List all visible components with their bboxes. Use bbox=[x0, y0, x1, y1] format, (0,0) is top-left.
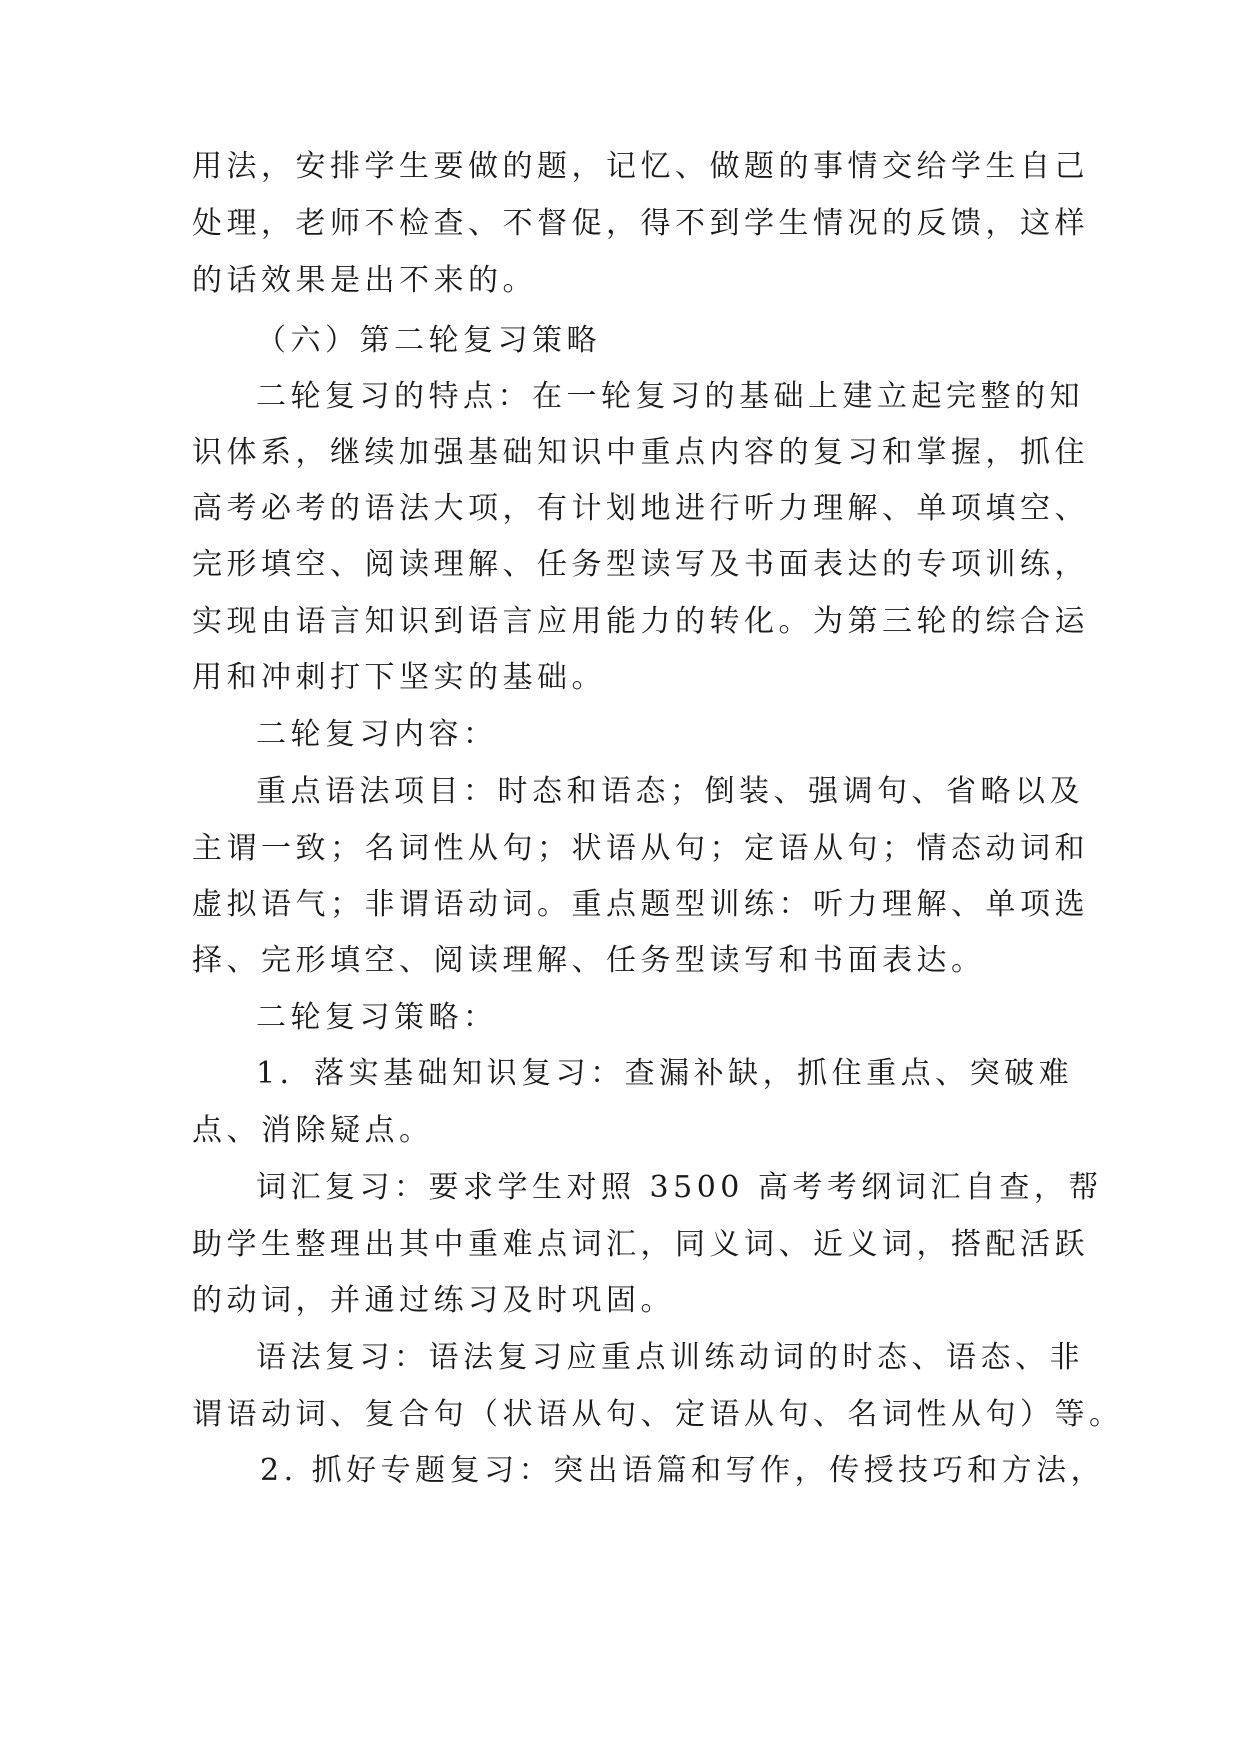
paragraph-line-9: 实现由语言知识到语言应用能力的转化。为第三轮的综合运 bbox=[192, 604, 1089, 639]
paragraph-line-17: 1．落实基础知识复习：查漏补缺，抓住重点、突破难 bbox=[256, 1056, 1074, 1091]
paragraph-line-20: 助学生整理出其中重难点词汇，同义词、近义词，搭配活跃 bbox=[192, 1227, 1089, 1262]
paragraph-line-24: 2. 抓好专题复习：突出语篇和写作，传授技巧和方法， bbox=[260, 1453, 1106, 1488]
paragraph-line-18: 点、消除疑点。 bbox=[192, 1113, 434, 1148]
paragraph-line-6: 识体系，继续加强基础知识中重点内容的复习和掌握，抓住 bbox=[192, 435, 1089, 470]
paragraph-line-8: 完形填空、阅读理解、任务型读写及书面表达的专项训练， bbox=[192, 547, 1089, 582]
paragraph-line-3: 的话效果是出不来的。 bbox=[192, 263, 537, 298]
paragraph-line-15: 择、完形填空、阅读理解、任务型读写和书面表达。 bbox=[192, 943, 986, 978]
paragraph-line-2: 处理，老师不检查、不督促，得不到学生情况的反馈，这样 bbox=[192, 206, 1089, 241]
paragraph-line-22: 语法复习：语法复习应重点训练动词的时态、语态、非 bbox=[256, 1340, 1084, 1375]
paragraph-line-7: 高考必考的语法大项，有计划地进行听力理解、单项填空、 bbox=[192, 491, 1089, 526]
paragraph-line-21: 的动词，并通过练习及时巩固。 bbox=[192, 1283, 675, 1318]
paragraph-line-14: 虚拟语气；非谓语动词。重点题型训练：听力理解、单项选 bbox=[192, 887, 1089, 922]
paragraph-line-19: 词汇复习：要求学生对照 3500 高考考纲词汇自查，帮 bbox=[256, 1170, 1103, 1205]
paragraph-line-13: 主谓一致；名词性从句；状语从句；定语从句；情态动词和 bbox=[192, 831, 1089, 866]
paragraph-line-23: 谓语动词、复合句（状语从句、定语从句、名词性从句）等。 bbox=[192, 1397, 1124, 1432]
paragraph-line-1: 用法，安排学生要做的题，记忆、做题的事情交给学生自己 bbox=[192, 149, 1089, 184]
section-heading: （六）第二轮复习策略 bbox=[256, 323, 601, 358]
subheading-content: 二轮复习内容： bbox=[256, 717, 498, 752]
paragraph-line-5: 二轮复习的特点：在一轮复习的基础上建立起完整的知 bbox=[256, 379, 1084, 414]
paragraph-line-10: 用和冲刺打下坚实的基础。 bbox=[192, 660, 606, 695]
paragraph-line-12: 重点语法项目：时态和语态；倒装、强调句、省略以及 bbox=[256, 774, 1084, 809]
subheading-strategy: 二轮复习策略： bbox=[256, 1000, 498, 1035]
